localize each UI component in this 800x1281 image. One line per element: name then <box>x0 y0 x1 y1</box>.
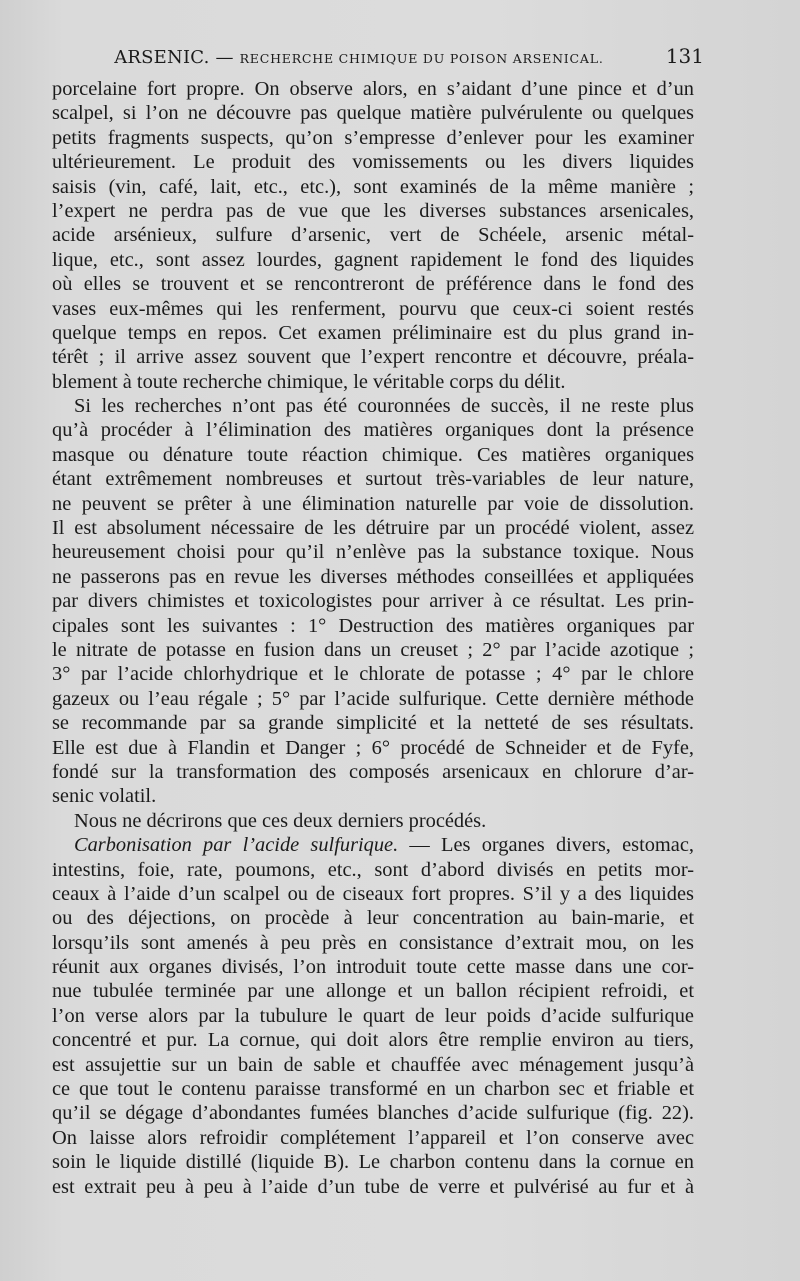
text-line: porcelaine fort propre. On observe alors, en s’aidant d’une pince et d’un <box>52 78 694 100</box>
text-line: acide arsénieux, sulfure d’arsenic, vert de Schéele, arsenic métal- <box>52 224 694 247</box>
text-line: est extrait peu à peu à l’aide d’un tube de verre et pulvérisé au fur et à <box>52 1175 694 1198</box>
text-line: Il est absolument nécessaire de les détruire par un procédé violent, assez <box>52 517 694 540</box>
paragraph <box>52 809 694 833</box>
text-line: On laisse alors refroidir complétement l’appareil et l’on conserve avec <box>52 1126 694 1149</box>
text-line: concentré et pur. La cornue, qui doit alors être remplie environ au tiers, <box>52 1029 694 1052</box>
text-line: ce que tout le contenu paraisse transformé en un charbon sec et friable et <box>52 1078 694 1101</box>
text-line: saisis (vin, café, lait, etc., etc.), sont examinés de la même manière ; <box>52 175 694 198</box>
text-line: scalpel, si l’on ne découvre pas quelque matière pulvérulente ou quelques <box>52 102 694 125</box>
running-head-title <box>52 47 666 68</box>
text-line: qu’il se dégage d’abondantes fumées blanches d’acide sulfurique (fig. 22). <box>52 1102 694 1125</box>
text-line: le nitrate de potasse en fusion dans un creuset ; 2° par l’acide azotique ; <box>52 638 694 661</box>
text-line: ne passerons pas en revue les diverses méthodes conseillées et appliquées <box>52 565 694 588</box>
body-text <box>52 77 694 1199</box>
page-number: 131 <box>665 44 704 68</box>
text-line: lique, etc., sont assez lourdes, gagnent rapidement le fond des liquides <box>52 248 694 271</box>
paragraph <box>52 77 694 394</box>
text-line: heureusement choisi pour qu’il n’enlève pas la substance toxique. Nous <box>52 541 694 564</box>
text-line: soin le liquide distillé (liquide B). Le charbon contenu dans la cornue en <box>52 1151 694 1174</box>
text-line: nue tubulée terminée par une allonge et un ballon récipient refroidi, et <box>52 980 694 1003</box>
text-line: réunit aux organes divisés, l’on introduit toute cette masse dans une cor- <box>52 956 694 979</box>
text-line: petits fragments suspects, qu’on s’empresse d’enlever pour les examiner <box>52 126 694 149</box>
text-line: ultérieurement. Le produit des vomissements ou les divers liquides <box>52 151 694 174</box>
text-line: cipales sont les suivantes : 1° Destruction des matières organiques par <box>52 614 694 637</box>
text-line <box>52 833 694 857</box>
text-line: Si les recherches n’ont pas été couronnées de succès, il ne reste plus <box>74 395 694 418</box>
header-title: ARSENIC. <box>114 47 210 68</box>
text-line: masque ou dénature toute réaction chimique. Ces matières organiques <box>52 443 694 466</box>
text-line: ceaux à l’aide d’un scalpel ou de ciseaux fort propres. S’il y a des liquides <box>52 882 694 905</box>
text-line: gazeux ou l’eau régale ; 5° par l’acide sulfurique. Cette dernière méthode <box>52 687 694 710</box>
text-line: par divers chimistes et toxicologistes pour arriver à ce résultat. Les prin- <box>52 590 694 613</box>
header-dash: — <box>215 47 234 68</box>
text-line: 3° par l’acide chlorhydrique et le chlorate de potasse ; 4° par le chlore <box>52 663 694 686</box>
text-line: qu’à procéder à l’élimination des matières organiques dont la présence <box>52 419 694 442</box>
text-line: où elles se trouvent et se rencontreront de préférence dans le fond des <box>52 273 694 296</box>
text-line: vases eux-mêmes qui les renferment, pourvu que ceux-ci soient restés <box>52 297 694 320</box>
text-line: l’expert ne perdra pas de vue que les diverses substances arsenicales, <box>52 199 694 222</box>
text-line: ou des déjections, on procède à leur concentration au bain-marie, et <box>52 907 694 930</box>
text-line: quelque temps en repos. Cet examen préliminaire est du plus grand in- <box>52 321 694 344</box>
section-heading: Carbonisation par l’acide sulfurique. <box>74 834 399 857</box>
text-line: l’on verse alors par la tubulure le quart de leur poids d’acide sulfurique <box>52 1004 694 1027</box>
running-header <box>52 44 704 74</box>
header-subtitle: RECHERCHE CHIMIQUE DU POISON ARSENICAL. <box>239 51 604 66</box>
text-line: lorsqu’ils sont amenés à peu près en consistance d’extrait mou, on les <box>52 931 694 954</box>
text-line: Nous ne décrirons que ces deux derniers procédés. <box>74 809 487 832</box>
text-line: étant extrêmement nombreuses et surtout très-variables de leur nature, <box>52 468 694 491</box>
text-line: intestins, foie, rate, poumons, etc., sont d’abord divisés en petits mor- <box>52 858 694 881</box>
text-line: se recommande par sa grande simplicité et la netteté de ses résultats. <box>52 712 694 735</box>
text-line: ne peuvent se prêter à une élimination naturelle par voie de dissolution. <box>52 492 694 515</box>
text-line: Elle est due à Flandin et Danger ; 6° procédé de Schneider et de Fyfe, <box>52 736 694 759</box>
text-line: est assujettie sur un bain de sable et chauffée avec ménagement jusqu’à <box>52 1053 694 1076</box>
text-line: senic volatil. <box>52 785 157 808</box>
paragraph <box>52 833 694 1199</box>
paragraph <box>52 394 694 809</box>
section-heading-rest: — Les organes divers, estomac, <box>398 834 694 857</box>
text-line: fondé sur la transformation des composés arsenicaux en chlorure d’ar- <box>52 760 694 783</box>
text-line: térêt ; il arrive assez souvent que l’expert rencontre et découvre, préala- <box>52 346 694 369</box>
text-line: blement à toute recherche chimique, le véritable corps du délit. <box>52 370 566 393</box>
